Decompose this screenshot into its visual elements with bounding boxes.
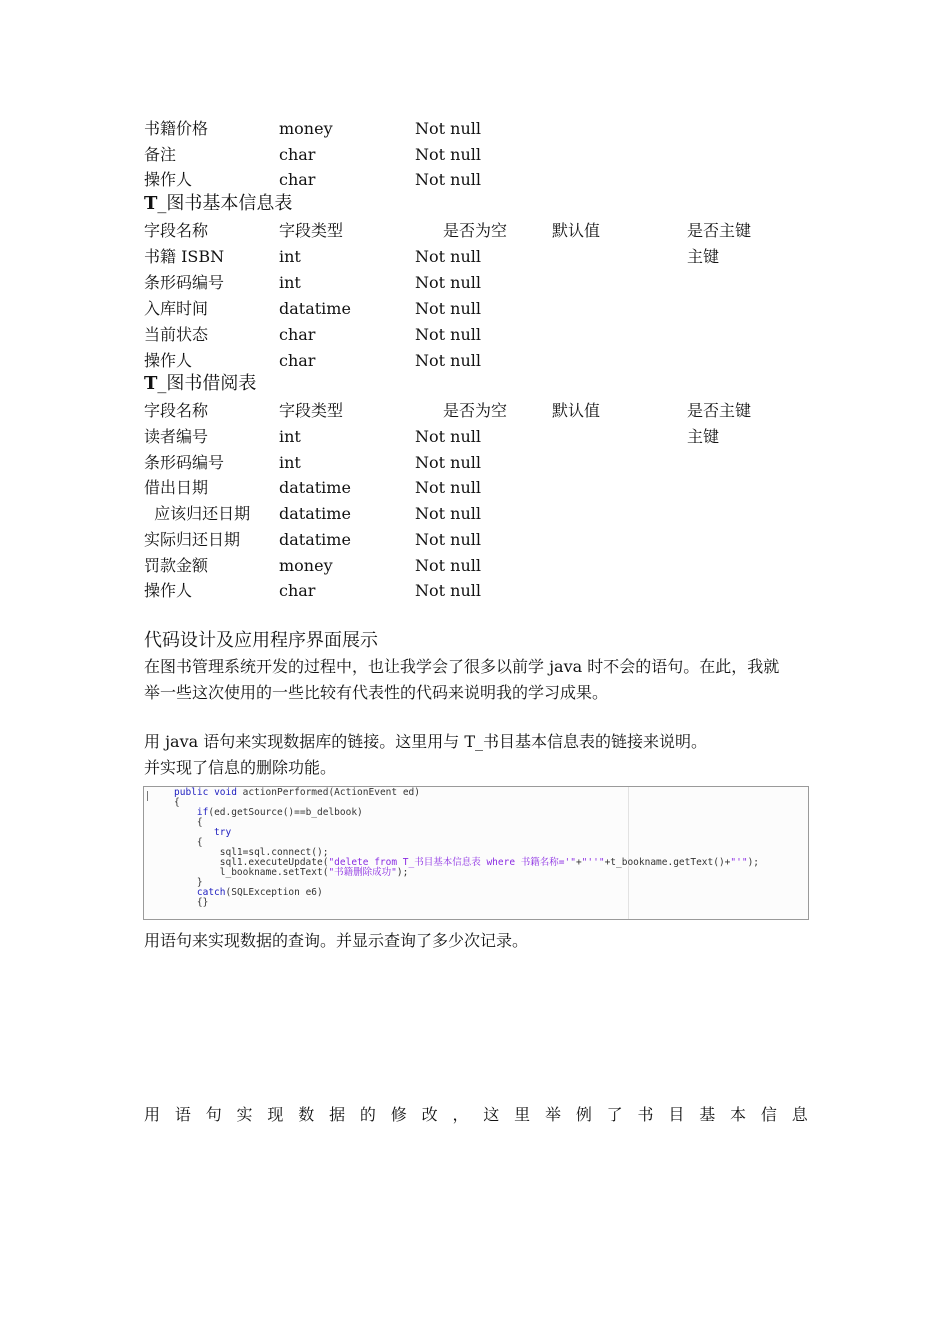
table-cell: money [279,555,333,575]
table-cell: 默认值 [552,401,601,420]
table-cell: Not null [415,247,481,266]
table-cell: Not null [415,119,481,138]
spaced-char: 数 [298,1105,315,1124]
table-cell: char [279,144,316,164]
table-cell: int [279,427,301,446]
table-cell: datatime [279,529,351,549]
table-cell: Not null [415,351,481,370]
code-line: public void actionPerformed(ActionEvent ed) [174,787,420,798]
table-cell: 默认值 [552,221,601,240]
code-screenshot [143,786,809,920]
spaced-char: 目 [668,1105,685,1124]
table-cell: money [279,119,333,138]
table-cell: 主键 [687,427,720,446]
table-cell: 操作人 [144,581,193,601]
table-cell: int [279,452,301,472]
spaced-char: 信 [760,1105,777,1124]
table-cell: Not null [415,452,481,472]
spaced-char: 的 [359,1105,376,1124]
table-cell: Not null [415,144,481,164]
table-cell: 当前状态 [144,325,209,344]
table-cell: 条形码编号 [144,452,225,472]
table-cell: 应该归还日期 [144,504,251,524]
code-line: sql1=sql.connect(); [174,847,329,858]
table-cell: Not null [415,299,481,318]
table-cell: datatime [279,299,351,318]
table-cell: 读者编号 [144,427,209,446]
table-title-book-borrow: T_图书借阅表 [144,373,257,394]
table-cell: int [279,247,301,266]
table-cell: 借出日期 [144,478,209,498]
table-cell: 是否为空 [443,221,508,240]
spaced-char: 据 [329,1105,346,1124]
spaced-char: 例 [575,1105,592,1124]
table-cell: 字段名称 [144,401,209,420]
modify-paragraph [144,1102,808,1128]
table-cell: Not null [415,504,481,524]
code-line: catch(SQLException e6) [196,887,323,898]
spaced-char: 了 [606,1105,623,1124]
spaced-char: 书 [637,1105,654,1124]
table-cell: Not null [415,581,481,601]
spaced-char: 举 [544,1105,561,1124]
table-cell: 备注 [144,144,177,164]
table-cell: 书籍价格 [144,119,209,138]
table-cell: 书籍 ISBN [144,247,225,266]
table-cell: 字段类型 [279,221,344,240]
table-cell: 入库时间 [144,299,209,318]
table-cell: Not null [415,478,481,498]
table-cell: int [279,273,301,292]
spaced-char: 用 [144,1105,161,1124]
spaced-char: 实 [236,1105,253,1124]
table-cell: Not null [415,273,481,292]
table-cell: Not null [415,427,481,446]
spaced-char: 改 [421,1105,438,1124]
table-cell: Not null [415,555,481,575]
table-cell: Not null [415,170,481,189]
table-cell: 是否主键 [687,401,752,420]
code-line: { [174,797,180,808]
table-cell: datatime [279,478,351,498]
table-cell: 罚款金额 [144,555,209,575]
table-cell: 操作人 [144,170,193,189]
spaced-char: 这 [483,1105,500,1124]
spaced-char: ， [452,1105,469,1124]
connect-paragraph: 用 java 语句来实现数据库的链接。这里用与 T_书目基本信息表的链接来说明。 并实现了信息的删除功能。 [144,732,708,777]
table-title-book-basic-info: T_图书基本信息表 [144,193,293,214]
code-line: try [214,827,232,838]
table-cell: 条形码编号 [144,273,225,292]
table-cell: char [279,325,316,344]
spaced-char: 息 [791,1105,808,1124]
spaced-char: 基 [699,1105,716,1124]
table-cell: 字段类型 [279,401,344,420]
table-cell: 操作人 [144,351,193,370]
section-title: 代码设计及应用程序界面展示 [144,630,378,651]
table-cell: Not null [415,325,481,344]
table-cell: Not null [415,529,481,549]
code-line: l_bookname.setText("书籍删除成功"); [174,867,409,878]
code-line: {} [174,897,209,908]
spaced-char: 本 [730,1105,747,1124]
table-cell: 主键 [687,247,720,266]
table-cell: 字段名称 [144,221,209,240]
spaced-char: 修 [390,1105,407,1124]
table-cell: char [279,170,316,189]
spaced-char: 语 [174,1105,191,1124]
spaced-char: 现 [267,1105,284,1124]
code-line: if(ed.getSource()==b_delbook) [196,807,363,818]
spaced-char: 句 [205,1105,222,1124]
table-cell: 是否主键 [687,221,752,240]
code-line: { [174,817,203,828]
intro-paragraph: 在图书管理系统开发的过程中，也让我学会了很多以前学 java 时不会的语句。在此，我就 举一些这次使用的一些比较有代表性的代码来说明我的学习成果。 [144,657,780,702]
table-cell: datatime [279,504,351,524]
gutter-mark [147,791,148,801]
table-cell: 实际归还日期 [144,529,241,549]
code-line: { [174,837,203,848]
code-line: } [174,877,203,888]
query-paragraph: 用语句来实现数据的查询。并显示查询了多少次记录。 [144,931,529,950]
table-cell: char [279,351,316,370]
table-cell: char [279,581,316,601]
spaced-char: 里 [514,1105,531,1124]
table-cell: 是否为空 [443,401,508,420]
code-listing [174,788,759,908]
code-line: sql1.executeUpdate("delete from T_书目基本信息表 where 书籍名称='"+"''"+t_bookname.getText()+"'"); [174,857,760,868]
